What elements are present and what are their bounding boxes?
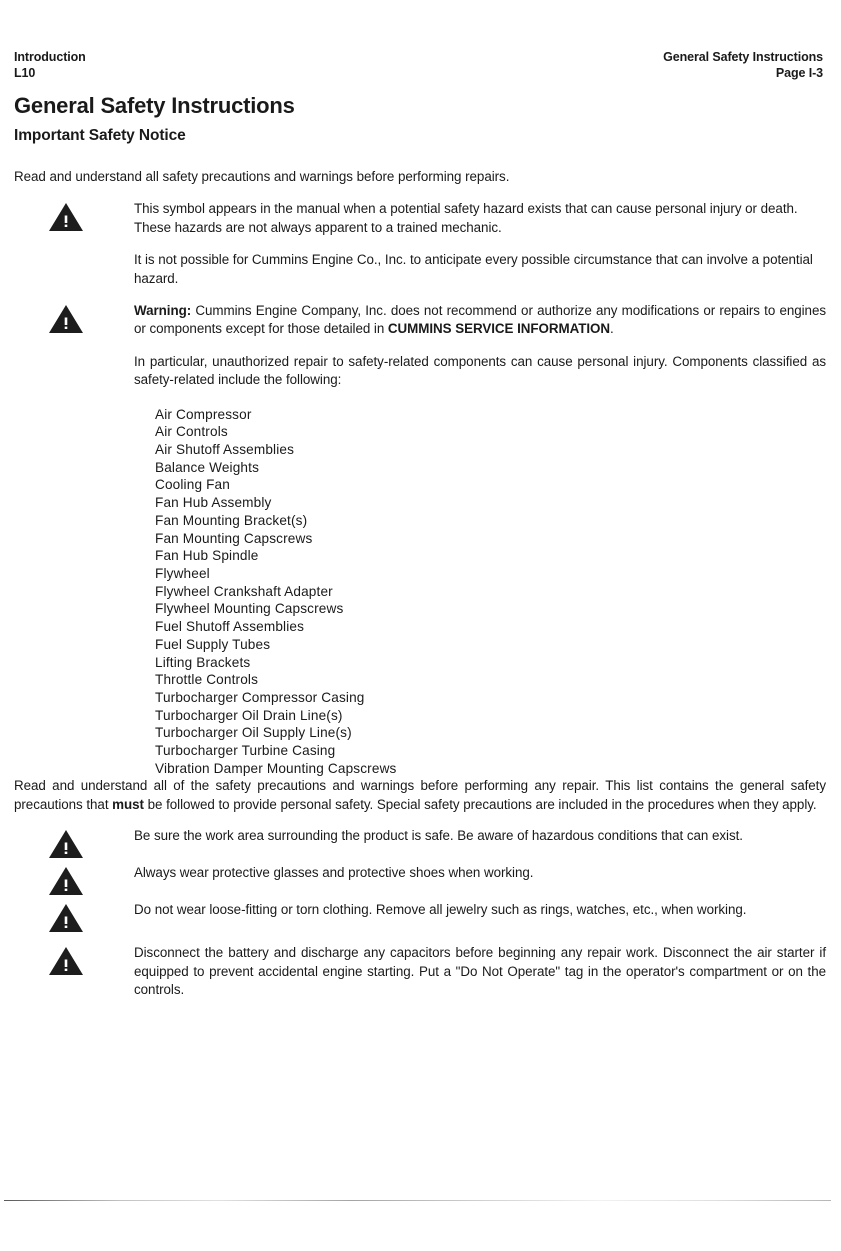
- safety-related-component-list: [14, 406, 826, 778]
- running-head-right-line1: General Safety Instructions: [663, 50, 823, 64]
- warning-triangle-icon: [48, 829, 84, 859]
- list-item: Turbocharger Compressor Casing: [155, 689, 365, 705]
- list-item: Flywheel: [155, 565, 210, 581]
- list-item: Cooling Fan: [155, 477, 230, 493]
- warning-triangle-icon: [48, 304, 84, 334]
- precaution-battery-disconnect-text: Disconnect the battery and discharge any capacitors before beginning any repair work. Disconnect the air starter if equipped to prevent accidental engine starting. Put a "Do Not Operate" tag in the operator's compartment or on the controls.: [134, 945, 826, 998]
- list-item: Vibration Damper Mounting Capscrews: [155, 760, 397, 776]
- list-item: Fuel Supply Tubes: [155, 636, 271, 652]
- safety-notice-symbol-text: This symbol appears in the manual when a potential safety hazard exists that can cause personal injury or death. These hazards are not always apparent to a trained mechanic.: [134, 201, 798, 235]
- warning-triangle-icon: [48, 866, 84, 896]
- precaution-work-area-text: Be sure the work area surrounding the product is safe. Be aware of hazardous conditions that can exist.: [134, 828, 743, 844]
- general-safety-precautions: [14, 827, 826, 999]
- running-head-right: [663, 50, 823, 81]
- warning-body-tail: .: [610, 321, 614, 337]
- warning-body: Cummins Engine Company, Inc. does not recommend or authorize any modifications or repairs to engines or components except for those detailed in: [134, 303, 826, 337]
- list-item: Fan Hub Assembly: [155, 495, 272, 511]
- running-head: [14, 50, 823, 81]
- list-item: Fan Mounting Capscrews: [155, 530, 313, 546]
- warning-label: Warning:: [134, 303, 192, 319]
- safety-related-components-intro: [14, 353, 826, 390]
- safety-notice-symbol: [14, 200, 826, 237]
- precaution-protective-gear-text: Always wear protective glasses and protective shoes when working.: [134, 865, 534, 881]
- safety-notice-warning-modifications: [14, 302, 826, 339]
- cummins-service-information-emphasis: CUMMINS SERVICE INFORMATION: [387, 321, 611, 337]
- running-head-left-line1: Introduction: [14, 50, 86, 64]
- list-item: Flywheel Crankshaft Adapter: [155, 583, 333, 599]
- document-body: [14, 92, 826, 999]
- section-subtitle: Important Safety Notice: [14, 127, 186, 144]
- running-head-left-line2: L10: [14, 65, 36, 80]
- precaution-clothing-jewelry: [14, 901, 826, 931]
- list-item: Throttle Controls: [155, 672, 259, 688]
- list-item: Fan Hub Spindle: [155, 548, 259, 564]
- precaution-work-area: [14, 827, 826, 857]
- list-item: Air Compressor: [155, 406, 252, 422]
- safety-notice-anticipate-text: It is not possible for Cummins Engine Co., Inc. to anticipate every possible circumstance that can involve a potential hazard.: [134, 252, 813, 286]
- safety-notice-warning-modifications-text: [134, 302, 826, 339]
- closing-paragraph-part1: Read and understand all of the safety precautions and warnings before performing any repair. This list contains the general safety precautions that: [14, 778, 826, 812]
- list-item: Turbocharger Turbine Casing: [155, 743, 336, 759]
- warning-triangle-icon: [48, 202, 84, 232]
- precaution-protective-gear: [14, 864, 826, 894]
- must-emphasis: must: [112, 796, 144, 812]
- list-item: Turbocharger Oil Supply Line(s): [155, 725, 352, 741]
- warning-triangle-icon: [48, 903, 84, 933]
- list-item: Turbocharger Oil Drain Line(s): [155, 707, 343, 723]
- page-number: Page I-3: [775, 65, 823, 80]
- list-item: Balance Weights: [155, 459, 260, 475]
- warning-triangle-icon: [48, 946, 84, 976]
- safety-notice-anticipate: [14, 251, 826, 288]
- precaution-clothing-jewelry-text: Do not wear loose-fitting or torn clothing. Remove all jewelry such as rings, watches, etc., when working.: [134, 902, 747, 918]
- precaution-battery-disconnect: [14, 944, 826, 999]
- list-item: Fuel Shutoff Assemblies: [155, 619, 305, 635]
- intro-paragraph: Read and understand all safety precautions and warnings before performing repairs.: [14, 169, 510, 184]
- closing-paragraph: [14, 777, 826, 814]
- list-item: Lifting Brackets: [155, 654, 251, 670]
- safety-related-components-intro-text: In particular, unauthorized repair to safety-related components can cause personal injury. Components classified as safety-related include the following:: [134, 353, 826, 388]
- running-head-left: [14, 50, 86, 81]
- list-item: Flywheel Mounting Capscrews: [155, 601, 344, 617]
- page-title: General Safety Instructions: [14, 93, 295, 118]
- scan-artifact-line: [4, 1200, 831, 1201]
- list-item: Fan Mounting Bracket(s): [155, 512, 308, 528]
- list-item: Air Controls: [155, 424, 228, 440]
- list-item: Air Shutoff Assemblies: [155, 442, 295, 458]
- closing-paragraph-part3: be followed to provide personal safety. Special safety precautions are included in the procedures when they apply.: [143, 796, 817, 812]
